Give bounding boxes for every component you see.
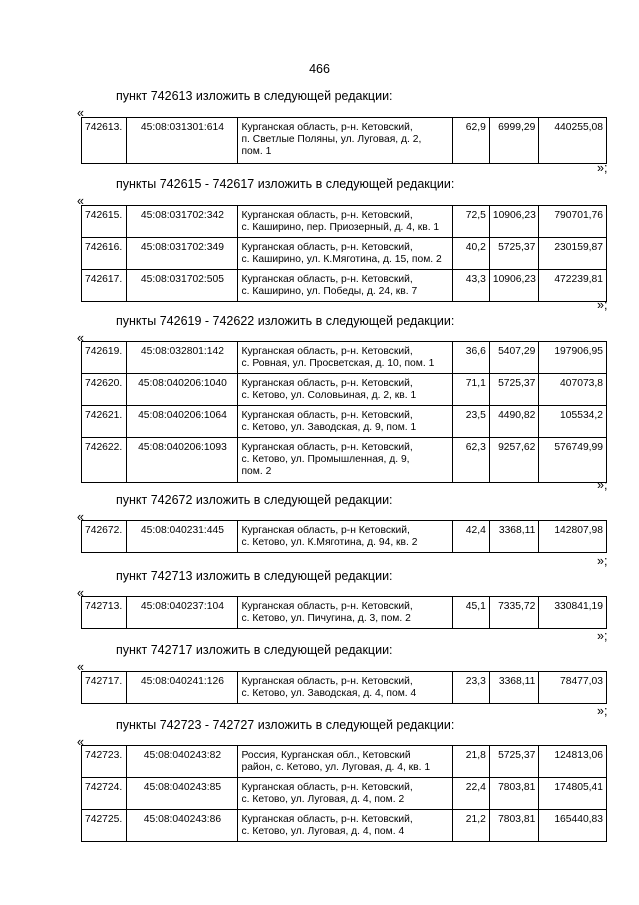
table-row — [82, 238, 607, 270]
cadastral-number-cell: 45:08:031301:614 — [127, 118, 238, 164]
open-quote: « — [77, 586, 84, 600]
open-quote: « — [77, 510, 84, 524]
area-cell: 72,5 — [452, 206, 489, 238]
row-number-cell: 742621. — [82, 406, 127, 438]
cadastral-value-cell: 472239,81 — [539, 270, 607, 302]
address-line: пом. 1 — [241, 146, 272, 157]
address-line: Курганская область, р-н. Кетовский, — [241, 274, 413, 285]
address-line: с. Кетово, ул. Луговая, д. 4, пом. 2 — [241, 794, 405, 805]
table-row — [82, 342, 607, 374]
address-line: Курганская область, р-н. Кетовский, — [241, 814, 413, 825]
cadastral-value-cell: 230159,87 — [539, 238, 607, 270]
cadastral-number-cell: 45:08:040206:1093 — [127, 438, 238, 483]
row-number-cell: 742617. — [82, 270, 127, 302]
address-cell — [238, 672, 452, 704]
row-number-cell: 742616. — [82, 238, 127, 270]
address-line: Курганская область, р-н. Кетовский, — [241, 378, 413, 389]
address-cell — [238, 810, 452, 842]
address-cell — [238, 270, 452, 302]
area-cell: 71,1 — [452, 374, 489, 406]
property-table — [81, 596, 607, 629]
row-number-cell: 742622. — [82, 438, 127, 483]
unit-price-cell: 3368,11 — [489, 672, 538, 704]
cadastral-value-cell: 440255,08 — [539, 118, 607, 164]
unit-price-cell: 9257,62 — [489, 438, 538, 483]
address-cell — [238, 238, 452, 270]
cadastral-number-cell: 45:08:040206:1040 — [127, 374, 238, 406]
unit-price-cell: 4490,82 — [489, 406, 538, 438]
unit-price-cell: 5725,37 — [489, 238, 538, 270]
cadastral-value-cell: 576749,99 — [539, 438, 607, 483]
page-number: 466 — [309, 62, 330, 76]
address-line: Курганская область, р-н. Кетовский, — [241, 122, 413, 133]
area-cell: 45,1 — [452, 597, 489, 629]
cadastral-number-cell: 45:08:032801:142 — [127, 342, 238, 374]
table-row — [82, 597, 607, 629]
cadastral-value-cell: 142807,98 — [539, 521, 607, 553]
row-number-cell: 742724. — [82, 778, 127, 810]
address-cell — [238, 406, 452, 438]
table-row — [82, 206, 607, 238]
address-line: с. Кетово, ул. Заводская, д. 9, пом. 1 — [241, 422, 417, 433]
close-quote: »; — [597, 478, 608, 492]
row-number-cell: 742723. — [82, 746, 127, 778]
cadastral-value-cell: 174805,41 — [539, 778, 607, 810]
open-quote: « — [77, 660, 84, 674]
table-row — [82, 521, 607, 553]
property-table — [81, 117, 607, 164]
cadastral-value-cell: 197906,95 — [539, 342, 607, 374]
section-heading: пункт 742613 изложить в следующей редакции: — [116, 89, 393, 103]
row-number-cell: 742717. — [82, 672, 127, 704]
area-cell: 22,4 — [452, 778, 489, 810]
open-quote: « — [77, 194, 84, 208]
address-line: п. Светлые Поляны, ул. Луговая, д. 2, — [241, 134, 422, 145]
cadastral-number-cell: 45:08:031702:349 — [127, 238, 238, 270]
cadastral-value-cell: 78477,03 — [539, 672, 607, 704]
cadastral-number-cell: 45:08:031702:342 — [127, 206, 238, 238]
cadastral-number-cell: 45:08:040237:104 — [127, 597, 238, 629]
address-line: с. Кетово, ул. Заводская, д. 4, пом. 4 — [241, 688, 417, 699]
area-cell: 21,2 — [452, 810, 489, 842]
address-cell — [238, 206, 452, 238]
address-cell — [238, 597, 452, 629]
address-cell — [238, 374, 452, 406]
close-quote: »; — [597, 704, 608, 718]
section-heading: пункт 742672 изложить в следующей редакции: — [116, 493, 393, 507]
cadastral-value-cell: 165440,83 — [539, 810, 607, 842]
row-number-cell: 742613. — [82, 118, 127, 164]
property-table — [81, 205, 607, 302]
table-row — [82, 270, 607, 302]
cadastral-number-cell: 45:08:040243:85 — [127, 778, 238, 810]
table-row — [82, 778, 607, 810]
table-row — [82, 746, 607, 778]
row-number-cell: 742620. — [82, 374, 127, 406]
section-heading: пункт 742717 изложить в следующей редакции: — [116, 643, 393, 657]
open-quote: « — [77, 331, 84, 345]
address-line: Курганская область, р-н Кетовский, — [241, 525, 410, 536]
unit-price-cell: 6999,29 — [489, 118, 538, 164]
cadastral-value-cell: 407073,8 — [539, 374, 607, 406]
section-heading: пункты 742619 - 742622 изложить в следующей редакции: — [116, 314, 455, 328]
area-cell: 43,3 — [452, 270, 489, 302]
address-cell — [238, 438, 452, 483]
section-heading: пункт 742713 изложить в следующей редакции: — [116, 569, 393, 583]
cadastral-number-cell: 45:08:040243:82 — [127, 746, 238, 778]
area-cell: 42,4 — [452, 521, 489, 553]
property-table — [81, 341, 607, 483]
table-row — [82, 118, 607, 164]
close-quote: »; — [597, 554, 608, 568]
area-cell: 23,3 — [452, 672, 489, 704]
area-cell: 40,2 — [452, 238, 489, 270]
address-line: с. Кетово, ул. Пичугина, д. 3, пом. 2 — [241, 613, 411, 624]
address-line: с. Кетово, ул. Промышленная, д. 9, — [241, 454, 410, 465]
address-line: Курганская область, р-н. Кетовский, — [241, 601, 413, 612]
cadastral-number-cell: 45:08:040241:126 — [127, 672, 238, 704]
address-cell — [238, 746, 452, 778]
cadastral-number-cell: 45:08:040231:445 — [127, 521, 238, 553]
unit-price-cell: 10906,23 — [489, 270, 538, 302]
property-table — [81, 671, 607, 704]
address-cell — [238, 342, 452, 374]
cadastral-number-cell: 45:08:031702:505 — [127, 270, 238, 302]
table-row — [82, 406, 607, 438]
address-line: с. Кетово, ул. К.Мяготина, д. 94, кв. 2 — [241, 537, 418, 548]
unit-price-cell: 7335,72 — [489, 597, 538, 629]
row-number-cell: 742672. — [82, 521, 127, 553]
cadastral-value-cell: 124813,06 — [539, 746, 607, 778]
area-cell: 23,5 — [452, 406, 489, 438]
cadastral-value-cell: 790701,76 — [539, 206, 607, 238]
unit-price-cell: 10906,23 — [489, 206, 538, 238]
address-line: Курганская область, р-н. Кетовский, — [241, 242, 413, 253]
address-line: Курганская область, р-н. Кетовский, — [241, 210, 413, 221]
cadastral-number-cell: 45:08:040243:86 — [127, 810, 238, 842]
address-line: с. Каширино, ул. К.Мяготина, д. 15, пом. 2 — [241, 254, 442, 265]
area-cell: 62,3 — [452, 438, 489, 483]
area-cell: 36,6 — [452, 342, 489, 374]
row-number-cell: 742725. — [82, 810, 127, 842]
close-quote: »; — [597, 629, 608, 643]
cadastral-value-cell: 330841,19 — [539, 597, 607, 629]
address-line: пом. 2 — [241, 466, 272, 477]
address-line: с. Каширино, ул. Победы, д. 24, кв. 7 — [241, 286, 418, 297]
address-line: Курганская область, р-н. Кетовский, — [241, 782, 413, 793]
unit-price-cell: 3368,11 — [489, 521, 538, 553]
property-table — [81, 745, 607, 842]
address-line: Россия, Курганская обл., Кетовский — [241, 750, 411, 761]
cadastral-number-cell: 45:08:040206:1064 — [127, 406, 238, 438]
cadastral-value-cell: 105534,2 — [539, 406, 607, 438]
table-row — [82, 374, 607, 406]
open-quote: « — [77, 106, 84, 120]
area-cell: 21,8 — [452, 746, 489, 778]
address-line: с. Кетово, ул. Соловьиная, д. 2, кв. 1 — [241, 390, 417, 401]
table-row — [82, 438, 607, 483]
address-line: Курганская область, р-н. Кетовский, — [241, 442, 413, 453]
address-cell — [238, 778, 452, 810]
table-row — [82, 672, 607, 704]
address-line: Курганская область, р-н. Кетовский, — [241, 676, 413, 687]
address-line: район, с. Кетово, ул. Луговая, д. 4, кв. 1 — [241, 762, 431, 773]
address-line: с. Кетово, ул. Луговая, д. 4, пом. 4 — [241, 826, 405, 837]
address-cell — [238, 118, 452, 164]
address-line: с. Каширино, пер. Приозерный, д. 4, кв. 1 — [241, 222, 440, 233]
open-quote: « — [77, 735, 84, 749]
unit-price-cell: 7803,81 — [489, 778, 538, 810]
address-line: Курганская область, р-н. Кетовский, — [241, 410, 413, 421]
area-cell: 62,9 — [452, 118, 489, 164]
unit-price-cell: 7803,81 — [489, 810, 538, 842]
address-line: Курганская область, р-н. Кетовский, — [241, 346, 413, 357]
unit-price-cell: 5725,37 — [489, 746, 538, 778]
unit-price-cell: 5407,29 — [489, 342, 538, 374]
section-heading: пункты 742615 - 742617 изложить в следующей редакции: — [116, 177, 455, 191]
row-number-cell: 742619. — [82, 342, 127, 374]
close-quote: »; — [597, 161, 608, 175]
table-row — [82, 810, 607, 842]
row-number-cell: 742615. — [82, 206, 127, 238]
row-number-cell: 742713. — [82, 597, 127, 629]
property-table — [81, 520, 607, 553]
address-cell — [238, 521, 452, 553]
section-heading: пункты 742723 - 742727 изложить в следующей редакции: — [116, 718, 455, 732]
address-line: с. Ровная, ул. Просветская, д. 10, пом. 1 — [241, 358, 435, 369]
close-quote: »; — [597, 298, 608, 312]
unit-price-cell: 5725,37 — [489, 374, 538, 406]
